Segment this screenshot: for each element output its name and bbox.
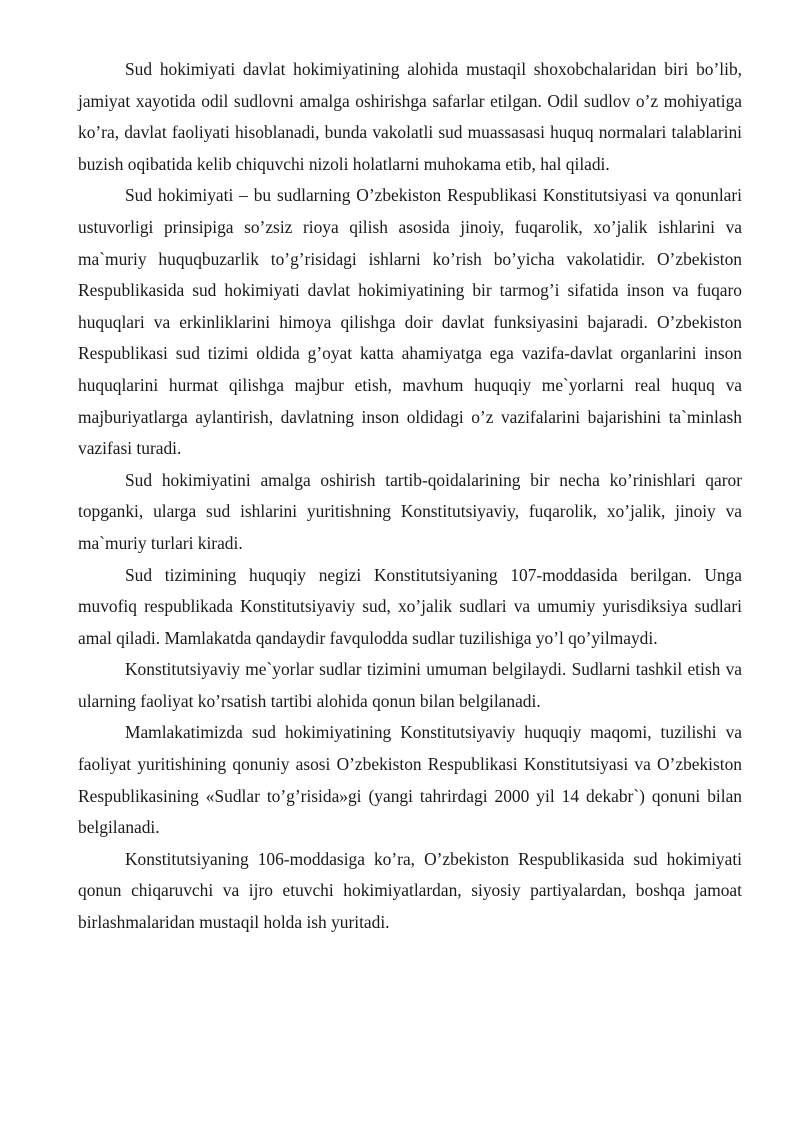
paragraph-6: Mamlakatimizda sud hokimiyatining Konstitutsiyaviy huquqiy maqomi, tuzilishi va faoliyat yuritishining qonuniy asosi O’zbekiston Respublikasi Konstitutsiyasi va O’zbekiston Respublikasining «Sudlar to’g’risida»gi (yangi tahrirdagi 2000 yil 14 dekabr`) qonuni bilan belgilanadi. — [78, 722, 742, 838]
paragraph-5: Konstitutsiyaviy me`yorlar sudlar tizimini umuman belgilaydi. Sudlarni tashkil etish va ularning faoliyat ko’rsatish tartibi alohida qonun bilan belgilanadi. — [78, 659, 742, 711]
document-page — [78, 54, 742, 939]
paragraph-2: Sud hokimiyati – bu sudlarning O’zbekiston Respublikasi Konstitutsiyasi va qonunlari ustuvorligi prinsipiga so’zsiz rioya qilish asosida jinoiy, fuqarolik, xo’jalik ishlarini va ma`muriy huquqbuzarlik to’g’risidagi ishlarni ko’rish bo’yicha vakolatidir. O’zbekiston Respublikasida sud hokimiyati davlat hokimiyatining bir tarmog’i sifatida inson va fuqaro huquqlari va erkinliklarini himoya qilishga doir davlat funksiyasini bajaradi. O’zbekiston Respublikasi sud tizimi oldida g’oyat katta ahamiyatga ega vazifa-davlat organlarini inson huquqlarini hurmat qilishga majbur etish, mavhum huquqiy me`yorlarni real huquq va majburiyatlarga aylantirish, davlatning inson oldidagi o’z vazifalarini bajarishini ta`minlash vazifasi turadi. — [78, 185, 742, 459]
paragraph-3: Sud hokimiyatini amalga oshirish tartib-qoidalarining bir necha ko’rinishlari qaror topganki, ularga sud ishlarini yuritishning Konstitutsiyaviy, fuqarolik, xo’jalik, jinoiy va ma`muriy turlari kiradi. — [78, 469, 742, 553]
paragraph-7: Konstitutsiyaning 106-moddasiga ko’ra, O’zbekiston Respublikasida sud hokimiyati qonun chiqaruvchi va ijro etuvchi hokimiyatlardan, siyosiy partiyalardan, boshqa jamoat birlashmalaridan mustaqil holda ish yuritadi. — [78, 848, 742, 933]
paragraph-1: Sud hokimiyati davlat hokimiyatining alohida mustaqil shoxobchalaridan biri bo’lib, jamiyat xayotida odil sudlovni amalga oshirishga safarlar etilgan. Odil sudlov o’z mohiyatiga ko’ra, davlat faoliyati hisoblanadi, bunda vakolatli sud muassasasi huquq normalari talablarini buzish oqibatida kelib chiquvchi nizoli holatlarni muhokama etib, hal qiladi. — [78, 59, 742, 174]
paragraph-4: Sud tizimining huquqiy negizi Konstitutsiyaning 107-moddasida berilgan. Unga muvofiq respublikada Konstitutsiyaviy sud, xo’jalik sudlari va umumiy yurisdiksiya sudlari amal qiladi. Mamlakatda qandaydir favqulodda sudlar tuzilishiga yo’l qo’yilmaydi. — [78, 564, 742, 648]
